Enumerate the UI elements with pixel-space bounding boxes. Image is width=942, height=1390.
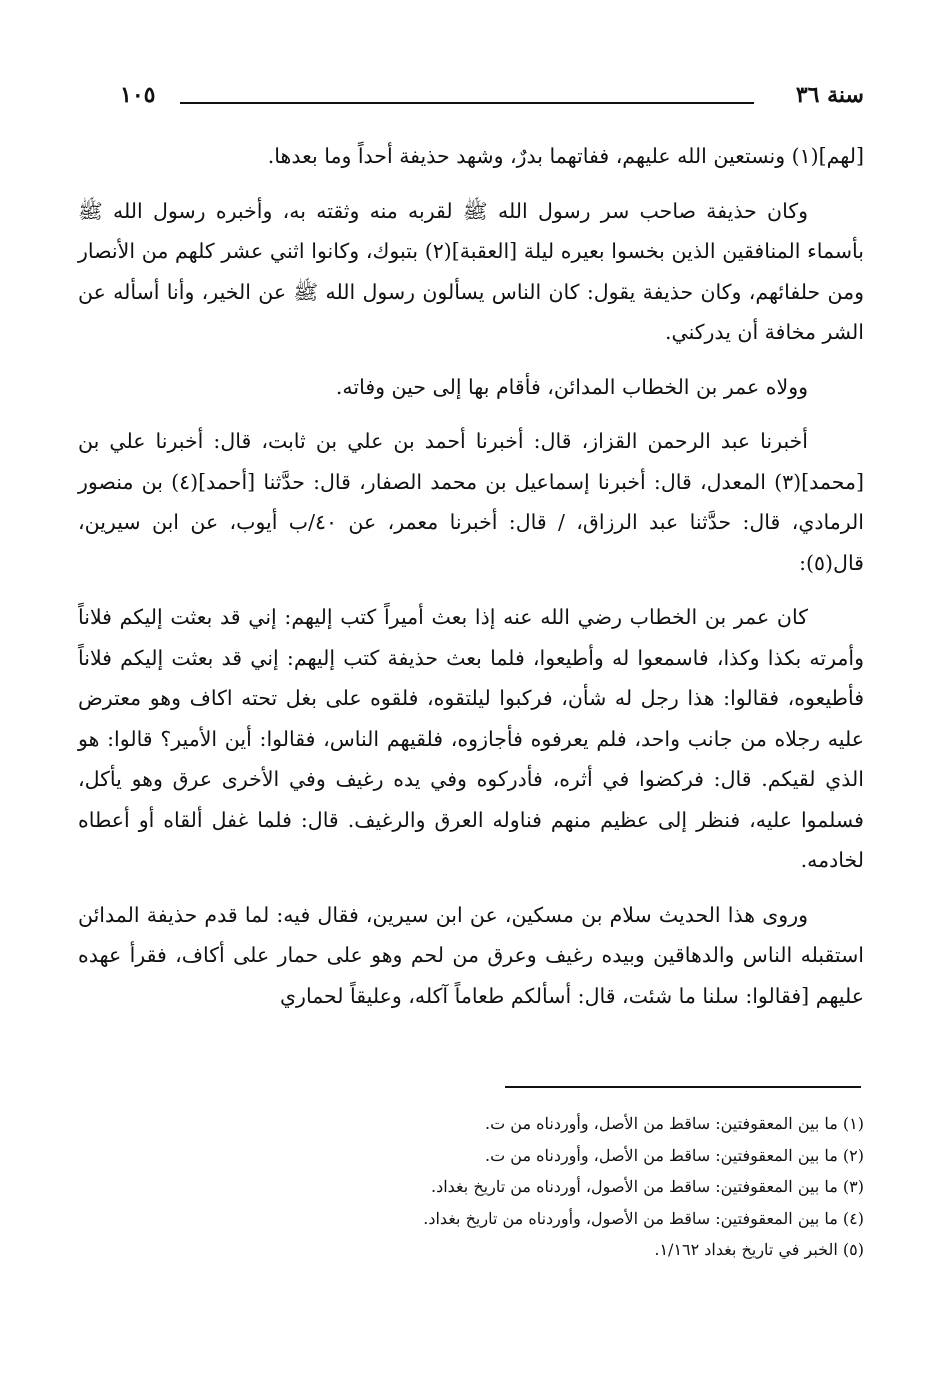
footnote: (٥) الخبر في تاريخ بغداد ١/١٦٢. — [654, 1240, 864, 1259]
footnote: (٣) ما بين المعقوفتين: ساقط من الأصول، أوردناه من تاريخ بغداد. — [431, 1177, 864, 1196]
paragraph: [لهم](١) ونستعين الله عليهم، ففاتهما بدرٌ، وشهد حذيفة أحداً وما بعدها. — [267, 144, 864, 168]
footnotes — [78, 1108, 864, 1266]
footnote: (١) ما بين المعقوفتين: ساقط من الأصل، وأوردناه من ت. — [485, 1114, 864, 1133]
paragraph: وولاه عمر بن الخطاب المدائن، فأقام بها إلى حين وفاته. — [335, 374, 808, 399]
page-number: ١٠٥ — [120, 82, 156, 108]
footnote-separator — [505, 1086, 861, 1088]
paragraph: وروى هذا الحديث سلام بن مسكين، عن ابن سيرين، فقال فيه: لما قدم حذيفة المدائن استقبله الناس والدهاقين وبيده رغيف وعرق من لحم وهو على حمار على أكاف، فقرأ عهده عليهم [فقالوا: سلنا ما شئت، قال: أسألكم طعاماً آكله، وعليقاً لحماري — [78, 902, 864, 1008]
running-head: سنة ٣٦ — [795, 82, 864, 108]
paragraph: أخبرنا عبد الرحمن القزاز، قال: أخبرنا أحمد بن علي بن ثابت، قال: أخبرنا علي بن [محمد](٣) المعدل، قال: أخبرنا إسماعيل بن محمد الصفار، قال: حدَّثنا [أحمد](٤) بن منصور الرمادي، قال: حدَّثنا عبد الرزاق، / قال: أخبرنا معمر، عن ٤٠/ب أيوب، عن ابن سيرين، قال(٥): — [78, 429, 864, 575]
paragraph: وكان حذيفة صاحب سر رسول الله ﷺ لقربه منه وثقته به، وأخبره رسول الله ﷺ بأسماء المنافقين الذين بخسوا بعيره ليلة [العقبة](٢) بتبوك، وكانوا اثني عشر كلهم من الأنصار ومن حلفائهم، وكان حذيفة يقول: كان الناس يسألون رسول الله ﷺ عن الخير، وأنا أسأله عن الشر مخافة أن يدركني. — [78, 198, 865, 344]
footnote: (٤) ما بين المعقوفتين: ساقط من الأصول، وأوردناه من تاريخ بغداد. — [423, 1208, 864, 1228]
main-text — [78, 136, 864, 1030]
page-header — [120, 82, 864, 122]
footnote: (٢) ما بين المعقوفتين: ساقط من الأصل، وأوردناه من ت. — [485, 1145, 864, 1165]
paragraph: كان عمر بن الخطاب رضي الله عنه إذا بعث أميراً كتب إليهم: إني قد بعثت إليكم فلاناً وأمرته بكذا وكذا، فاسمعوا له وأطيعوا، فلما بعث حذيفة كتب إليهم: إني قد بعثت إليكم فلاناً فأطيعوه، فقالوا: هذا رجل له شأن، فركبوا ليلتقوه، فلقوه على بغل تحته اكاف وهو معترض عليه رجلاه من جانب واحد، فلم يعرفوه فأجازوه، فلقيهم الناس، فقالوا: أين الأمير؟ قالوا: هو الذي لقيكم. قال: فركضوا في أثره، فأدركوه وفي يده رغيف وفي الأخرى عرق وهو يأكل، فسلموا عليه، فنظر إلى عظيم منهم فناوله العرق والرغيف. قال: فلما غفل ألقاه أو أعطاه لخادمه. — [78, 605, 864, 872]
header-rule — [180, 102, 754, 104]
